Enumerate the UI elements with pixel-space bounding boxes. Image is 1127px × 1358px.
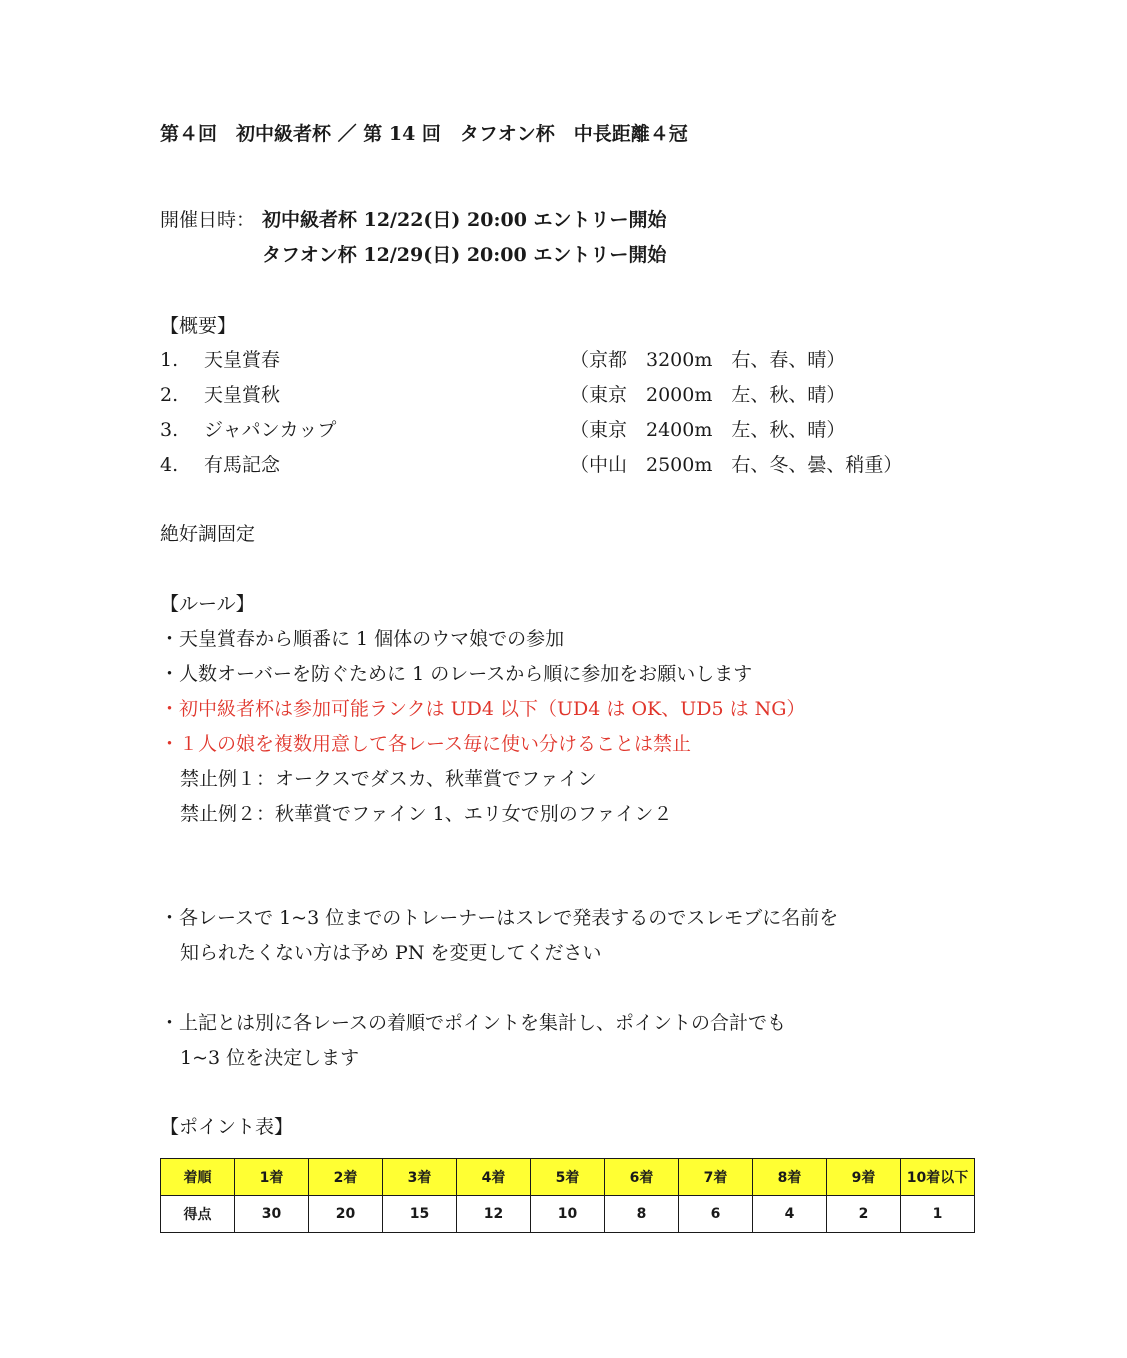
score-cell: 得点 — [161, 1196, 235, 1233]
score-cell: 30 — [235, 1196, 309, 1233]
score-cell: 4 — [753, 1196, 827, 1233]
points-table-score-row — [161, 1196, 975, 1233]
rule-item-1: ・天皇賞春から順番に 1 個体のウマ娘での参加 — [160, 628, 565, 650]
note-ranking-line-2: 知られたくない方は予め PN を変更してください — [180, 942, 602, 964]
score-cell: 15 — [383, 1196, 457, 1233]
score-cell: 10 — [531, 1196, 605, 1233]
document-title: 第４回 初中級者杯 ／ 第 14 回 タフオン杯 中長距離４冠 — [160, 123, 688, 145]
header-cell: 3着 — [383, 1159, 457, 1196]
rule-item-prohibition: ・１人の娘を複数用意して各レース毎に使い分けることは禁止 — [160, 733, 692, 755]
header-cell: 6着 — [605, 1159, 679, 1196]
score-cell: 2 — [827, 1196, 901, 1233]
rule-item-2: ・人数オーバーを防ぐために 1 のレースから順に参加をお願いします — [160, 663, 753, 685]
points-table-header-row — [161, 1159, 975, 1196]
score-cell: 8 — [605, 1196, 679, 1233]
header-cell: 5着 — [531, 1159, 605, 1196]
header-cell: 4着 — [457, 1159, 531, 1196]
race-number: 3. — [160, 419, 179, 441]
score-cell: 20 — [309, 1196, 383, 1233]
rules-heading: 【ルール】 — [160, 593, 255, 615]
race-detail: （中山 2500m 右、冬、曇、稍重） — [570, 454, 903, 476]
prohibition-example-1: 禁止例１：オークスでダスカ、秋華賞でファイン — [180, 768, 597, 790]
points-table — [160, 1158, 975, 1233]
prohibition-example-2: 禁止例２：秋華賞でファイン 1、エリ女で別のファイン２ — [180, 803, 673, 825]
score-cell: 6 — [679, 1196, 753, 1233]
race-detail: （京都 3200m 右、春、晴） — [570, 349, 846, 371]
points-table-heading: 【ポイント表】 — [160, 1116, 294, 1138]
schedule-line-2: タフオン杯 12/29(日) 20:00 エントリー開始 — [262, 244, 667, 266]
race-detail: （東京 2000m 左、秋、晴） — [570, 384, 846, 406]
condition-text: 絶好調固定 — [160, 523, 256, 545]
race-name: 有馬記念 — [204, 454, 281, 476]
schedule-label: 開催日時： — [160, 209, 256, 231]
race-name: ジャパンカップ — [204, 419, 337, 441]
note-points-line-2: 1~3 位を決定します — [180, 1047, 360, 1069]
overview-heading: 【概要】 — [160, 315, 237, 337]
header-cell: 1着 — [235, 1159, 309, 1196]
header-cell: 10着以下 — [901, 1159, 975, 1196]
race-number: 2. — [160, 384, 179, 406]
score-cell: 12 — [457, 1196, 531, 1233]
header-cell: 7着 — [679, 1159, 753, 1196]
race-number: 4. — [160, 454, 179, 476]
race-detail: （東京 2400m 左、秋、晴） — [570, 419, 846, 441]
race-number: 1. — [160, 349, 179, 371]
race-name: 天皇賞秋 — [204, 384, 281, 406]
score-cell: 1 — [901, 1196, 975, 1233]
header-cell: 8着 — [753, 1159, 827, 1196]
race-name: 天皇賞春 — [204, 349, 281, 371]
header-cell: 着順 — [161, 1159, 235, 1196]
note-points-line-1: ・上記とは別に各レースの着順でポイントを集計し、ポイントの合計でも — [160, 1012, 787, 1034]
header-cell: 2着 — [309, 1159, 383, 1196]
schedule-line-1: 初中級者杯 12/22(日) 20:00 エントリー開始 — [262, 209, 667, 231]
rule-item-rank-limit: ・初中級者杯は参加可能ランクは UD4 以下（UD4 は OK、UD5 は NG） — [160, 698, 806, 720]
note-ranking-line-1: ・各レースで 1~3 位までのトレーナーはスレで発表するのでスレモブに名前を — [160, 907, 839, 929]
header-cell: 9着 — [827, 1159, 901, 1196]
